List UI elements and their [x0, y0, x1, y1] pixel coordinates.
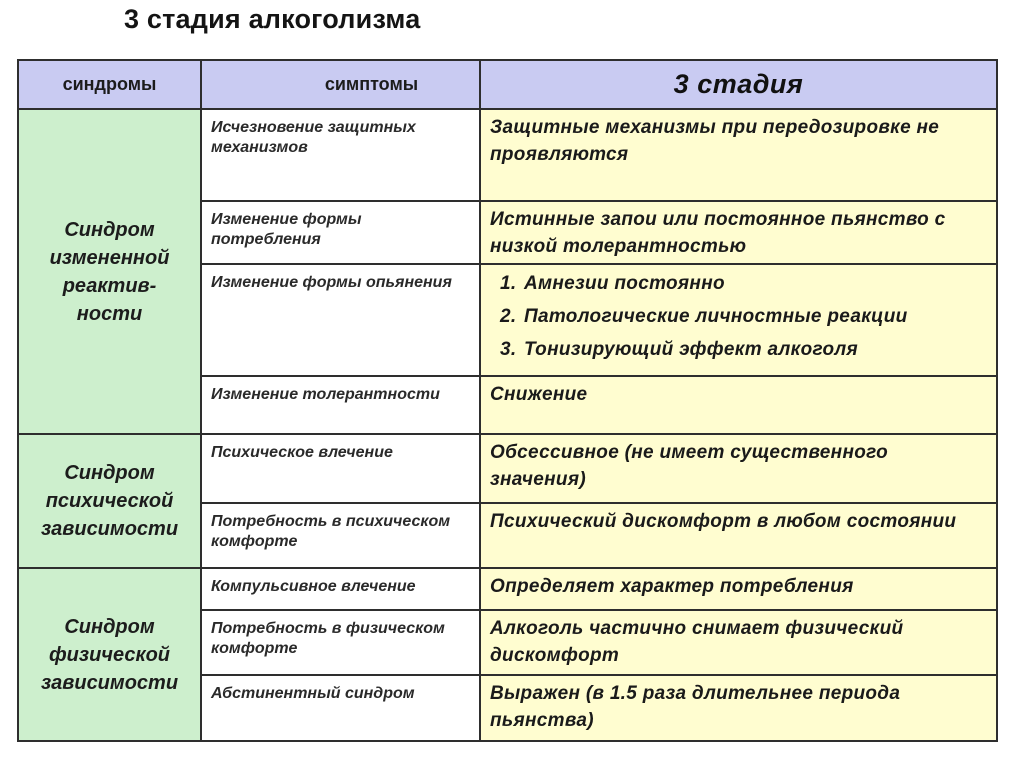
- symptom-cell: Изменение толерантности: [201, 376, 480, 434]
- stage-cell: Психический дискомфорт в любом состоянии: [480, 503, 997, 568]
- list-item: 3. Тонизирующий эффект алкоголя: [522, 333, 988, 366]
- stage-cell: [480, 264, 997, 376]
- syndrome-label: Синдром измененной реактив- ности: [49, 218, 170, 325]
- stage-cell: Истинные запои или постоянное пьянство с низкой толерантностью: [480, 201, 997, 264]
- header-row: [18, 60, 997, 109]
- symptom-cell: Исчезновение защитных механизмов: [201, 109, 480, 201]
- syndrome-reactivity: [18, 109, 201, 434]
- stage-table: [17, 59, 998, 742]
- symptom-cell: Абстинентный синдром: [201, 675, 480, 741]
- symptom-cell: Компульсивное влечение: [201, 568, 480, 610]
- stage-cell: Определяет характер потребления: [480, 568, 997, 610]
- syndrome-physical: [18, 568, 201, 741]
- symptom-cell: Изменение формы опьянения: [201, 264, 480, 376]
- syndrome-psychic: [18, 434, 201, 568]
- stage-cell: Снижение: [480, 376, 997, 434]
- table-row: [18, 434, 997, 503]
- symptom-cell: Потребность в психическом комфорте: [201, 503, 480, 568]
- table-row: [18, 568, 997, 610]
- header-syndromes: синдромы: [18, 60, 201, 109]
- symptom-cell: Потребность в физическом комфорте: [201, 610, 480, 675]
- stage-cell: Обсессивное (не имеет существенного значения): [480, 434, 997, 503]
- list-item: 2. Патологические личностные реакции: [522, 300, 988, 333]
- page-title: 3 стадия алкоголизма: [124, 4, 421, 34]
- stage-cell: Защитные механизмы при передозировке не проявляются: [480, 109, 997, 201]
- syndrome-label: Синдром физической зависимости: [40, 615, 179, 694]
- symptom-cell: Психическое влечение: [201, 434, 480, 503]
- stage-list: [490, 267, 988, 366]
- header-stage: 3 стадия: [480, 60, 997, 109]
- syndrome-label: Синдром психической зависимости: [40, 462, 179, 540]
- list-item: 1. Амнезии постоянно: [522, 267, 988, 300]
- table-row: [18, 109, 997, 201]
- header-symptoms: симптомы: [201, 60, 480, 109]
- stage-cell: Алкоголь частично снимает физический дискомфорт: [480, 610, 997, 675]
- symptom-cell: Изменение формы потребления: [201, 201, 480, 264]
- stage-cell: Выражен (в 1.5 раза длительнее периода пьянства): [480, 675, 997, 741]
